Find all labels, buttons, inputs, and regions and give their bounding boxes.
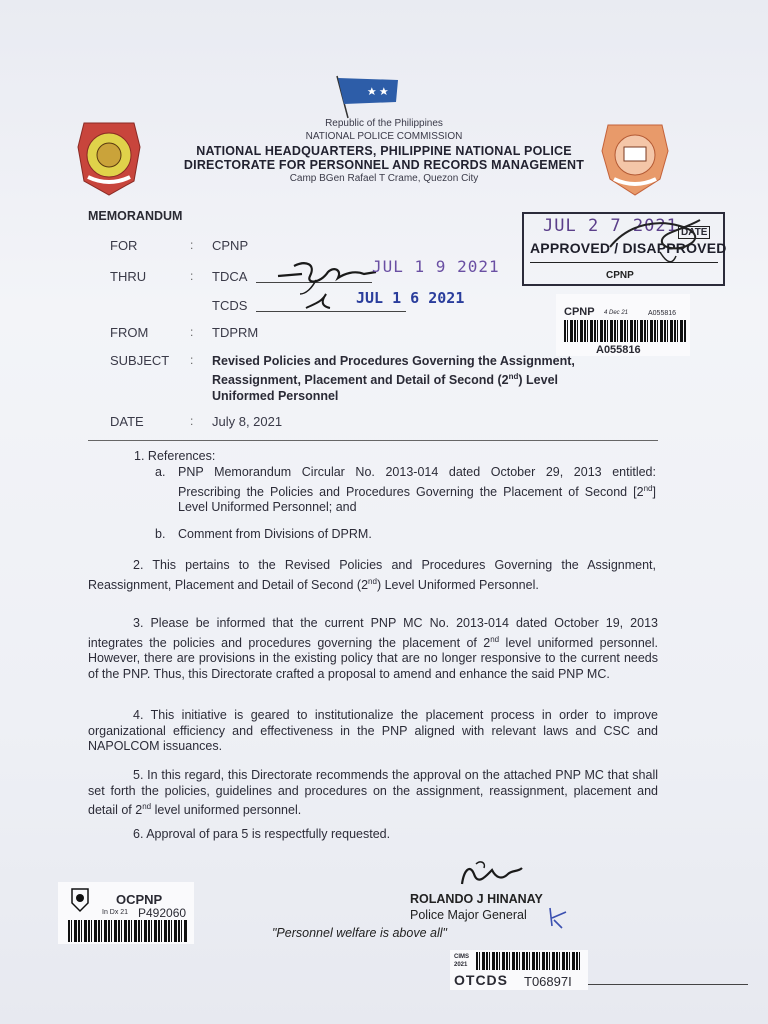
tcds-received-date: JUL 1 6 2021	[356, 289, 465, 307]
subject-line-1: Revised Policies and Procedures Governing the Assignment,	[212, 354, 575, 368]
otcds-label-number: T06897I	[524, 974, 572, 989]
para-1a-text-1: PNP Memorandum Circular No. 2013-014 dated October 29, 2013 entitled: Prescribing the Policies and Procedures Governing the Placement of Second [2	[178, 465, 656, 499]
approval-stamp-date: JUL 2 7 2021	[543, 216, 678, 236]
motto: "Personnel welfare is above all"	[272, 926, 447, 940]
thru-value-tdca: TDCA	[212, 269, 248, 284]
para-1b-text: Comment from Divisions of DPRM.	[178, 527, 372, 541]
tdca-received-date: JUL 1 9 2021	[372, 257, 500, 276]
para-3	[88, 616, 658, 682]
tcds-signature-icon	[300, 290, 340, 314]
para-4: 4. This initiative is geared to institutionalize the placement process in order to improve organizational efficiency and effectiveness in the PNP aligned with relevant laws and CSC and NAPOLCOM issuances.	[88, 708, 658, 753]
ocpnp-barcode	[68, 920, 188, 942]
ocpnp-label-date: In Dx 21	[102, 909, 129, 916]
para-1a-text	[178, 465, 656, 516]
date-label: DATE	[110, 414, 144, 429]
thru-value-tcds: TCDS	[212, 298, 248, 313]
subject-line-2-a: Reassignment, Placement and Detail of Second (2	[212, 373, 509, 388]
subject-line-2	[212, 369, 672, 388]
flag-icon	[334, 74, 402, 120]
para-2	[88, 558, 656, 593]
cpnp-barcode	[564, 320, 686, 342]
rank-initial-icon	[544, 904, 574, 930]
para-5-a: 5. In this regard, this Directorate recommends the approval on the attached PNP MC that shall set forth the policies, guidelines and procedures on the assignment, reassignment, placement and detail of 2	[88, 768, 658, 818]
subject-text	[212, 353, 672, 404]
subject-sup: nd	[508, 372, 519, 381]
para-1a-sup: nd	[643, 483, 653, 493]
footer-line	[588, 984, 748, 985]
otcds-tracking-label	[450, 950, 588, 990]
subject-label: SUBJECT	[110, 353, 170, 368]
para-5-sup: nd	[142, 802, 152, 811]
cpnp-label-title: CPNP	[564, 306, 595, 318]
thru-label: THRU	[110, 269, 147, 284]
header-directorate: DIRECTORATE FOR PERSONNEL AND RECORDS MANAGEMENT	[183, 158, 585, 172]
date-colon: :	[190, 414, 194, 428]
approval-stamp-cpnp: CPNP	[606, 270, 634, 281]
from-label: FROM	[110, 325, 149, 340]
from-value: TDPRM	[212, 325, 259, 340]
signatory-signature-icon	[456, 856, 526, 892]
para-3-b: level uniformed personnel. However, there are provisions in the existing policy that are no longer responsive to the current needs of the PNP. Thus, this Directorate crafted a proposal to amend and enhance the said PNP MC.	[88, 635, 658, 681]
header-camp: Camp BGen Rafael T Crame, Quezon City	[289, 173, 479, 184]
date-value: July 8, 2021	[212, 414, 283, 429]
thru-colon: :	[190, 269, 194, 283]
header-republic: Republic of the Philippines	[325, 118, 443, 129]
para-3-a: 3. Please be informed that the current PNP MC No. 2013-014 dated October 19, 2013 integrates the policies and procedures governing the placement of 2	[88, 616, 658, 650]
approval-stamp-text: APPROVED / DISAPPROVED	[530, 240, 727, 256]
para-2-sup: nd	[368, 576, 377, 586]
cpnp-label-number-small: A055816	[648, 310, 677, 317]
para-2-a: 2. This pertains to the Revised Policies and Procedures Governing the Assignment, Reassignment, Placement and Detail of Second (2	[88, 558, 656, 592]
header-divider	[88, 440, 658, 441]
otcds-label-small-1: CIMS	[454, 954, 469, 960]
from-colon: :	[190, 325, 194, 339]
para-6: 6. Approval of para 5 is respectfully requested.	[133, 827, 391, 841]
ocpnp-label-number: P492060	[138, 906, 187, 920]
otcds-barcode	[476, 952, 582, 970]
header-commission: NATIONAL POLICE COMMISSION	[305, 131, 463, 142]
para-1-heading	[134, 449, 215, 465]
for-colon: :	[190, 238, 194, 252]
para-3-sup: nd	[490, 634, 500, 644]
para-1a-letter: a.	[155, 465, 166, 479]
signatory-rank: Police Major General	[410, 908, 527, 922]
header-hq: NATIONAL HEADQUARTERS, PHILIPPINE NATIONAL POLICE	[196, 144, 572, 158]
para-1b-letter: b.	[155, 527, 166, 541]
para-5-b: level uniformed personnel.	[151, 803, 302, 818]
memo-heading: MEMORANDUM	[88, 209, 183, 223]
subject-line-2-b: ) Level	[518, 373, 558, 388]
ocpnp-seal-icon	[70, 887, 90, 913]
approval-stamp-date-label: DATE	[678, 226, 710, 239]
signatory-name: ROLANDO J HINANAY	[410, 892, 543, 906]
subject-line-3: Uniformed Personnel	[212, 389, 339, 404]
otcds-label-title: OTCDS	[454, 972, 508, 988]
para-5	[88, 768, 658, 819]
ocpnp-tracking-label	[58, 882, 194, 944]
cpnp-label-date: 4 Dec 21	[604, 310, 629, 316]
for-label: FOR	[110, 238, 138, 253]
para-1-number: 1.	[134, 449, 145, 463]
para-1a-text-2: ] Level Uniformed Personnel; and	[178, 484, 656, 515]
ocpnp-label-title: OCPNP	[116, 892, 163, 907]
para-2-b: ) Level Uniformed Personnel.	[376, 577, 539, 592]
otcds-label-small-2: 2021	[454, 962, 468, 968]
para-1-title: References:	[147, 449, 216, 463]
cpnp-tracking-label	[556, 294, 690, 356]
for-value: CPNP	[212, 238, 249, 253]
cpnp-signature-icon	[600, 212, 715, 272]
cpnp-label-number: A055816	[596, 344, 641, 356]
subject-colon: :	[190, 353, 194, 367]
